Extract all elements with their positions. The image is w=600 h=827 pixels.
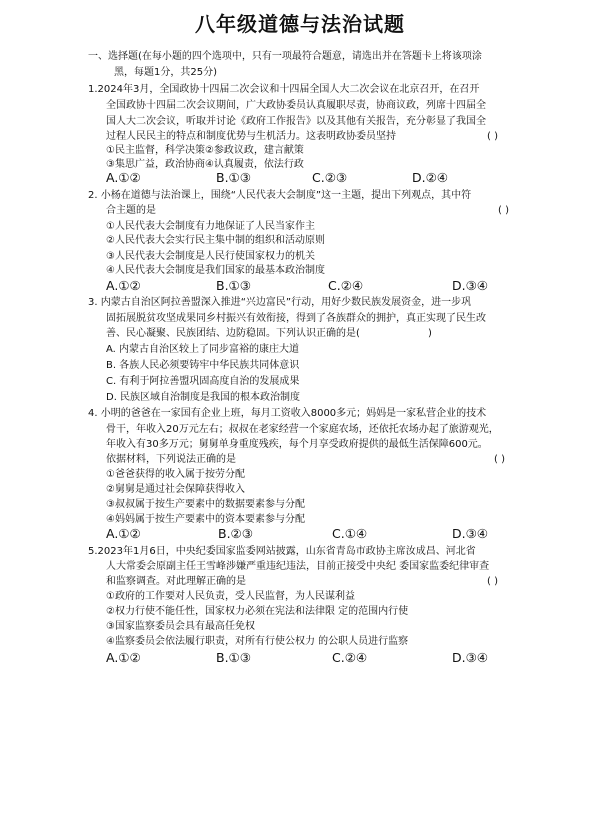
q4-stem-line-3: 年收入有30多万元；舅舅单身重度残疾，每个月享受政府提供的最低生活保障600元。 [106, 439, 488, 450]
q2-option-d: D.③④ [452, 278, 489, 293]
q5-statement-1: ①政府的工作要对人民负责，受人民监督，为人民谋利益 [106, 591, 355, 602]
q4-option-a: A.①② [106, 526, 141, 541]
q5-option-c: C.②④ [332, 650, 368, 665]
q1-answer-paren: ( ) [487, 131, 498, 142]
q5-option-d: D.③④ [452, 650, 489, 665]
q3-stem-line-1: 3. 内蒙古自治区阿拉善盟深入推进“兴边富民”行动，用好少数民族发展资金，进一步巩 [88, 297, 472, 308]
q1-option-a: A.①② [106, 170, 141, 185]
q4-statement-4: ④妈妈属于按生产要素中的资本要素参与分配 [106, 514, 305, 525]
q2-stem-line-2: 合主题的是 [106, 205, 156, 216]
q2-statement-2: ②人民代表大会实行民主集中制的组织和活动原则 [106, 235, 325, 246]
q2-option-b: B.①③ [216, 278, 251, 293]
q5-stem-line-3: 和监察调查。对此理解正确的是 [106, 576, 246, 587]
q3-stem-line-2: 固拓展脱贫攻坚成果同乡村振兴有效衔接，得到了各族群众的拥护，真正实现了民生改 [106, 313, 486, 324]
q2-statement-3: ③人民代表大会制度是人民行使国家权力的机关 [106, 251, 315, 262]
q1-statement-2: ③集思广益，政治协商④认真履责，依法行政 [106, 159, 304, 170]
q3-option-d: D. 民族区域自治制度是我国的根本政治制度 [106, 392, 301, 403]
q2-stem-line-1: 2. 小杨在道德与法治课上，围绕“人民代表大会制度”这一主题，提出下列观点，其中符 [88, 190, 472, 201]
q4-statement-2: ②舅舅是通过社会保障获得收入 [106, 484, 245, 495]
q3-option-a: A. 内蒙古自治区较上了同步富裕的康庄大道 [106, 344, 300, 355]
q1-statement-1: ①民主监督，科学决策②参政议政，建言献策 [106, 145, 304, 156]
q1-stem-line-2: 全国政协十四届二次会议期间，广大政协委员认真履职尽责，协商议政，列席十四届全 [106, 100, 486, 111]
q2-option-a: A.①② [106, 278, 141, 293]
exam-title: 八年级道德与法治试题 [195, 12, 405, 36]
section-heading-line-1: 一、选择题(在每小题的四个选项中，只有一项最符合题意，请选出并在答题卡上将该项涂 [88, 51, 482, 62]
q3-option-b: B. 各族人民必须要铸牢中华民族共同体意识 [106, 360, 300, 371]
q1-stem-line-3: 国人大二次会议，听取并讨论《政府工作报告》以及其他有关报告，充分彰显了我国全 [106, 116, 486, 127]
q4-stem-line-2: 骨干，年收入20万元左右；叔叔在老家经营一个家庭农场，还依托农场办起了旅游观光， [106, 424, 499, 435]
q2-option-c: C.②④ [328, 278, 364, 293]
q2-statement-1: ①人民代表大会制度有力地保证了人民当家作主 [106, 221, 315, 232]
q1-option-c: C.②③ [312, 170, 348, 185]
q4-stem-line-4: 依据材料，下列说法正确的是 [106, 454, 236, 465]
q3-stem-line-3: 善、民心凝聚、民族团结、边防稳固。下列认识正确的是( [106, 328, 360, 339]
q4-answer-paren: ( ) [494, 454, 505, 465]
q5-option-b: B.①③ [216, 650, 251, 665]
q5-statement-2: ②权力行使不能任性，国家权力必须在宪法和法律限 定的范围内行使 [106, 606, 409, 617]
q3-answer-paren: ) [428, 328, 432, 339]
q5-option-a: A.①② [106, 650, 141, 665]
q1-option-b: B.①③ [216, 170, 251, 185]
section-heading-line-2: 黑，每题1分，共25分) [114, 67, 217, 78]
q4-stem-line-1: 4. 小明的爸爸在一家国有企业上班，每月工资收入8000多元；妈妈是一家私营企业的技术 [88, 408, 487, 419]
q4-option-d: D.③④ [452, 526, 489, 541]
q4-option-c: C.①④ [332, 526, 368, 541]
q4-statement-3: ③叔叔属于按生产要素中的数据要素参与分配 [106, 499, 305, 510]
q4-option-b: B.②③ [218, 526, 253, 541]
q5-stem-line-1: 5.2023年1月6日，中央纪委国家监委网站披露，山东省青岛市政协主席汝成昌、河北省 [88, 546, 476, 557]
q2-statement-4: ④人民代表大会制度是我们国家的最基本政治制度 [106, 265, 325, 276]
q4-statement-1: ①爸爸获得的收入属于按劳分配 [106, 469, 245, 480]
q5-answer-paren: ( ) [487, 576, 498, 587]
q2-answer-paren: ( ) [498, 205, 509, 216]
q5-statement-4: ④监察委员会依法履行职责，对所有行使公权力 的公职人员进行监察 [106, 636, 409, 647]
q5-statement-3: ③国家监察委员会具有最高任免权 [106, 621, 255, 632]
q1-option-d: D.②④ [412, 170, 449, 185]
q1-stem-line-4: 过程人民民主的特点和制度优势与生机活力。这表明政协委员坚持 [106, 131, 396, 142]
q3-option-c: C. 有利于阿拉善盟巩固高度自治的发展成果 [106, 376, 300, 387]
q1-stem-line-1: 1.2024年3月，全国政协十四届二次会议和十四届全国人大二次会议在北京召开，在召开 [88, 84, 480, 95]
q5-stem-line-2: 人大常委会原副主任王雪峰涉嫌严重违纪违法，目前正接受中央纪 委国家监委纪律审查 [106, 561, 490, 572]
